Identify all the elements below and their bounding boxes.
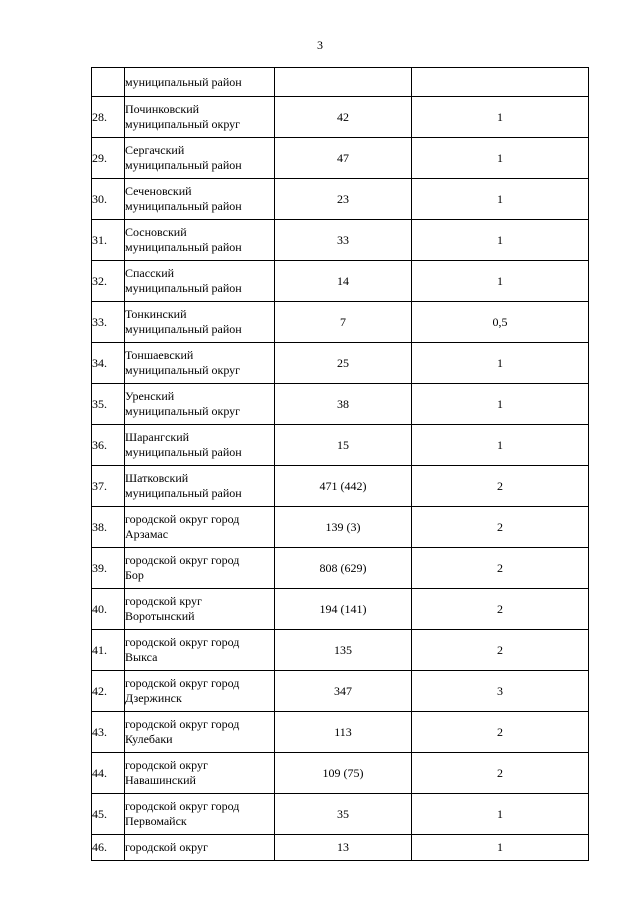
row-number: 33.	[92, 302, 125, 343]
table-row	[92, 753, 589, 794]
value-a: 35	[275, 794, 412, 835]
row-number	[92, 68, 125, 97]
municipality-name: Сосновский муниципальный район	[125, 220, 275, 261]
value-a: 139 (3)	[275, 507, 412, 548]
row-number: 29.	[92, 138, 125, 179]
row-number: 42.	[92, 671, 125, 712]
value-b: 2	[412, 712, 589, 753]
value-a	[275, 68, 412, 97]
value-b: 2	[412, 548, 589, 589]
value-a: 25	[275, 343, 412, 384]
row-number: 46.	[92, 835, 125, 861]
value-a: 808 (629)	[275, 548, 412, 589]
municipality-name: муниципальный район	[125, 68, 275, 97]
value-a: 113	[275, 712, 412, 753]
municipality-name: Тонкинский муниципальный район	[125, 302, 275, 343]
municipality-name: городской круг Воротынский	[125, 589, 275, 630]
municipality-name: городской округ город Первомайск	[125, 794, 275, 835]
value-b: 3	[412, 671, 589, 712]
value-b: 2	[412, 753, 589, 794]
table-row	[92, 343, 589, 384]
value-b: 1	[412, 794, 589, 835]
value-b: 1	[412, 384, 589, 425]
value-a: 33	[275, 220, 412, 261]
row-number: 35.	[92, 384, 125, 425]
value-b: 1	[412, 97, 589, 138]
table-row	[92, 425, 589, 466]
row-number: 41.	[92, 630, 125, 671]
row-number: 43.	[92, 712, 125, 753]
row-number: 38.	[92, 507, 125, 548]
municipality-name: Шарангский муниципальный район	[125, 425, 275, 466]
row-number: 37.	[92, 466, 125, 507]
row-number: 31.	[92, 220, 125, 261]
table-row	[92, 589, 589, 630]
municipality-name: Сеченовский муниципальный район	[125, 179, 275, 220]
value-b: 2	[412, 589, 589, 630]
table-row	[92, 138, 589, 179]
value-a: 194 (141)	[275, 589, 412, 630]
municipality-name: городской округ город Бор	[125, 548, 275, 589]
value-b	[412, 68, 589, 97]
value-b: 1	[412, 138, 589, 179]
value-b: 1	[412, 835, 589, 861]
value-a: 14	[275, 261, 412, 302]
value-a: 15	[275, 425, 412, 466]
value-a: 135	[275, 630, 412, 671]
municipality-name: городской округ город Арзамас	[125, 507, 275, 548]
value-b: 2	[412, 507, 589, 548]
value-b: 2	[412, 466, 589, 507]
row-number: 32.	[92, 261, 125, 302]
municipality-name: городской округ город Выкса	[125, 630, 275, 671]
table-row	[92, 302, 589, 343]
municipality-name: городской округ город Кулебаки	[125, 712, 275, 753]
table-row	[92, 179, 589, 220]
municipality-name: Тоншаевский муниципальный округ	[125, 343, 275, 384]
value-b: 1	[412, 343, 589, 384]
municipalities-table	[91, 67, 589, 861]
value-a: 42	[275, 97, 412, 138]
table-row	[92, 835, 589, 861]
value-a: 13	[275, 835, 412, 861]
value-b: 1	[412, 425, 589, 466]
table-row	[92, 548, 589, 589]
value-a: 38	[275, 384, 412, 425]
table-row	[92, 68, 589, 97]
table-row	[92, 507, 589, 548]
municipality-name: Сергачский муниципальный район	[125, 138, 275, 179]
value-b: 1	[412, 179, 589, 220]
municipality-name: Починковский муниципальный округ	[125, 97, 275, 138]
row-number: 36.	[92, 425, 125, 466]
row-number: 28.	[92, 97, 125, 138]
table-row	[92, 220, 589, 261]
table-row	[92, 630, 589, 671]
municipality-name: городской округ Навашинский	[125, 753, 275, 794]
row-number: 39.	[92, 548, 125, 589]
value-a: 23	[275, 179, 412, 220]
municipality-name: городской округ	[125, 835, 275, 861]
value-a: 471 (442)	[275, 466, 412, 507]
value-a: 7	[275, 302, 412, 343]
table-row	[92, 384, 589, 425]
value-a: 109 (75)	[275, 753, 412, 794]
municipality-name: Спасский муниципальный район	[125, 261, 275, 302]
table-row	[92, 671, 589, 712]
row-number: 45.	[92, 794, 125, 835]
row-number: 44.	[92, 753, 125, 794]
municipality-name: Шатковский муниципальный район	[125, 466, 275, 507]
value-b: 2	[412, 630, 589, 671]
municipality-name: городской округ город Дзержинск	[125, 671, 275, 712]
value-b: 0,5	[412, 302, 589, 343]
value-a: 47	[275, 138, 412, 179]
table-row	[92, 712, 589, 753]
row-number: 40.	[92, 589, 125, 630]
page-number: 3	[317, 38, 323, 52]
value-b: 1	[412, 261, 589, 302]
table-row	[92, 466, 589, 507]
row-number: 34.	[92, 343, 125, 384]
table-row	[92, 261, 589, 302]
municipality-name: Уренский муниципальный округ	[125, 384, 275, 425]
value-a: 347	[275, 671, 412, 712]
value-b: 1	[412, 220, 589, 261]
table-row	[92, 97, 589, 138]
table-row	[92, 794, 589, 835]
row-number: 30.	[92, 179, 125, 220]
